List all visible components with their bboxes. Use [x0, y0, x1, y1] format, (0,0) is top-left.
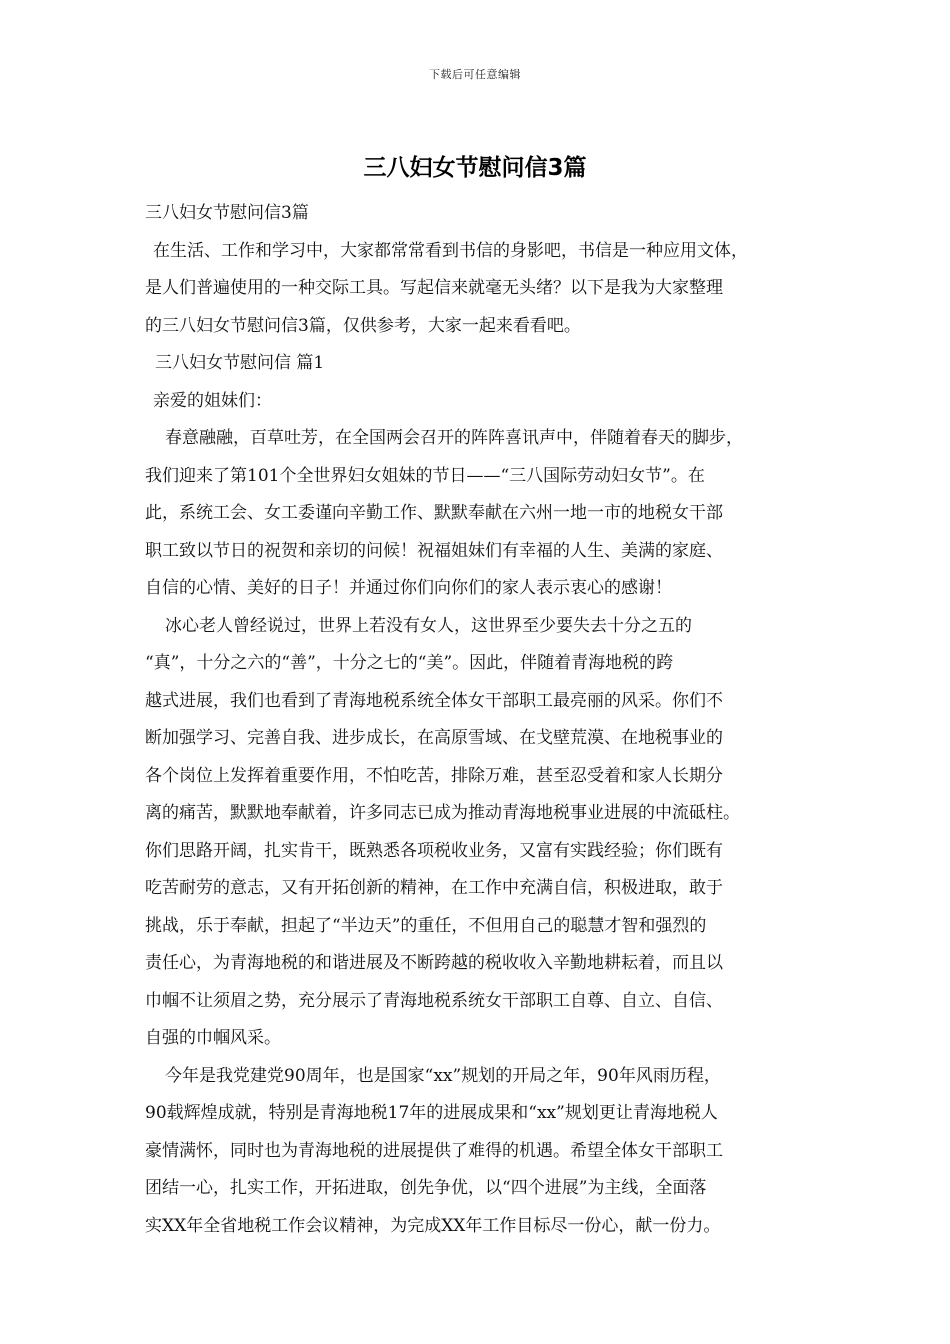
- paragraph-line: 90载辉煌成就，特别是青海地税17年的进展成果和“xx”规划更让青海地税人: [145, 1103, 718, 1123]
- paragraph-line: 春意融融，百草吐芳，在全国两会召开的阵阵喜讯声中，伴随着春天的脚步，: [165, 428, 743, 448]
- paragraph-line: 此，系统工会、女工委谨向辛勤工作、默默奉献在六州一地一市的地税女干部: [145, 503, 723, 523]
- paragraph-line: 实XX年全省地税工作会议精神，为完成XX年工作目标尽一份心，献一份力。: [145, 1215, 721, 1236]
- paragraph-line: 挑战，乐于奉献，担起了“半边天”的重任，不但用自己的聪慧才智和强烈的: [145, 915, 707, 936]
- paragraph-line: 吃苦耐劳的意志，又有开拓创新的精神，在工作中充满自信，积极进取，敢于: [145, 878, 723, 898]
- paragraph-line: 断加强学习、完善自我、进步成长，在高原雪域、在戈壁荒漠、在地税事业的: [145, 728, 723, 748]
- paragraph-line: 自信的心情、美好的日子！并通过你们向你们的家人表示衷心的感谢！: [145, 578, 672, 598]
- paragraph-line: 越式进展，我们也看到了青海地税系统全体女干部职工最亮丽的风采。你们不: [145, 690, 723, 711]
- paragraph-line: 你们思路开阔，扎实肯干，既熟悉各项税收业务，又富有实践经验；你们既有: [145, 840, 723, 861]
- paragraph-line: 豪情满怀，同时也为青海地税的进展提供了难得的机遇。希望全体女干部职工: [145, 1140, 723, 1161]
- paragraph-line: 职工致以节日的祝贺和亲切的问候！祝福姐妹们有幸福的人生、美满的家庭、: [145, 540, 723, 561]
- document-title: 三八妇女节慰问信3篇: [363, 155, 587, 181]
- paragraph-line: “真”，十分之六的“善”，十分之七的“美”。因此，伴随着青海地税的跨: [145, 653, 674, 673]
- paragraph-line: 我们迎来了第101个全世界妇女姐妹的节日——“三八国际劳动妇女节”。在: [145, 465, 705, 486]
- header-note: 下载后可任意编辑: [429, 68, 521, 81]
- paragraph-line: 在生活、工作和学习中，大家都常常看到书信的身影吧，书信是一种应用文体，: [153, 240, 748, 261]
- paragraph-line: 离的痛苦，默默地奉献着，许多同志已成为推动青海地税事业进展的中流砥柱。: [145, 803, 740, 823]
- paragraph-line: 巾帼不让须眉之势，充分展示了青海地税系统女干部职工自尊、自立、自信、: [145, 990, 723, 1011]
- paragraph-line: 的三八妇女节慰问信3篇，仅供参考，大家一起来看看吧。: [145, 315, 581, 336]
- salutation: 亲爱的姐妹们：: [153, 390, 272, 411]
- subtitle-line: 三八妇女节慰问信3篇: [145, 203, 309, 223]
- paragraph-line: 各个岗位上发挥着重要作用，不怕吃苦，排除万难，甚至忍受着和家人长期分: [145, 765, 723, 786]
- paragraph-line: 今年是我党建党90周年，也是国家“xx”规划的开局之年，90年风雨历程，: [165, 1065, 721, 1086]
- paragraph-line: 团结一心，扎实工作，开拓进取，创先争优，以“四个进展”为主线，全面落: [145, 1178, 707, 1198]
- paragraph-line: 是人们普遍使用的一种交际工具。写起信来就毫无头绪？以下是我为大家整理: [145, 278, 723, 298]
- paragraph-line: 冰心老人曾经说过，世界上若没有女人，这世界至少要失去十分之五的: [165, 615, 692, 636]
- paragraph-line: 自强的巾帼风采。: [145, 1028, 281, 1048]
- section-heading: 三八妇女节慰问信 篇1: [155, 353, 325, 373]
- paragraph-line: 责任心，为青海地税的和谐进展及不断跨越的税收收入辛勤地耕耘着，而且以: [145, 953, 723, 973]
- document-body: [145, 195, 821, 1245]
